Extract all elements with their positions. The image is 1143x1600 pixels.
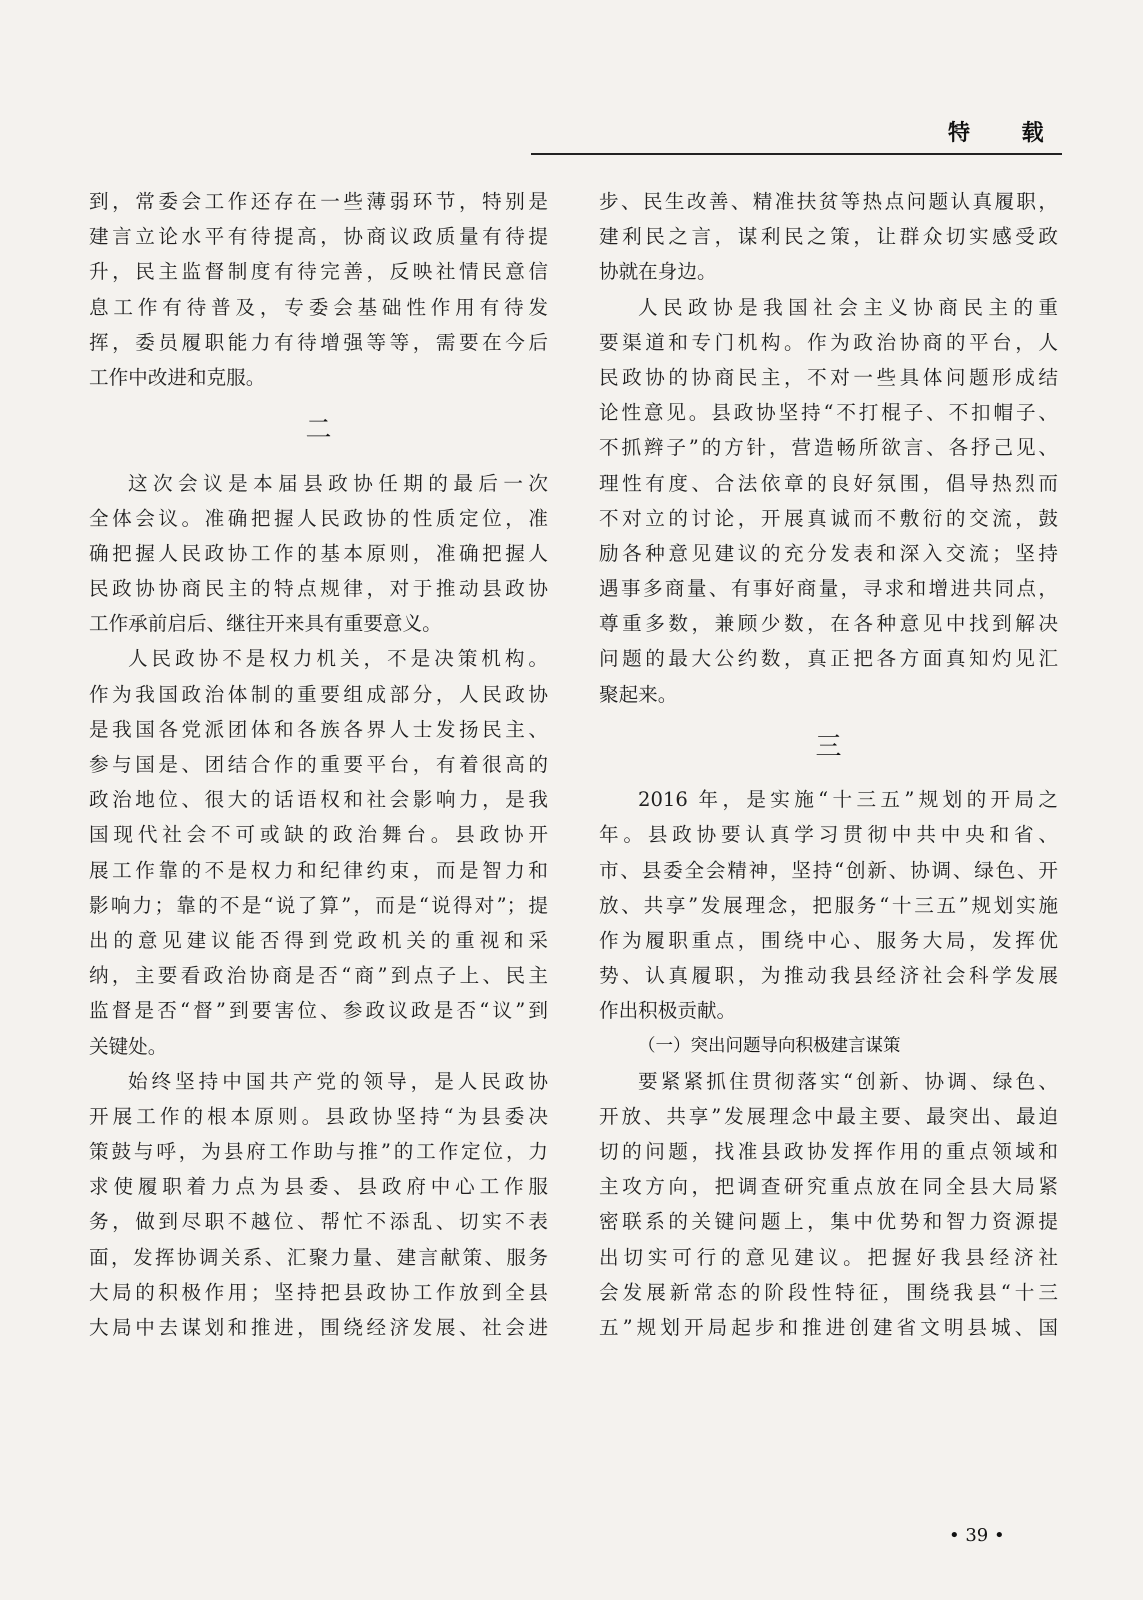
text-line: 切的问题，找准县政协发挥作用的重点领域和 bbox=[599, 1140, 1058, 1164]
text-line: 要紧紧抓住贯彻落实“创新、协调、绿色、 bbox=[638, 1069, 1058, 1093]
text-line: 作出积极贡献。 bbox=[599, 999, 737, 1023]
left-column bbox=[89, 184, 548, 1345]
text-line: 理性有度、合法依章的良好氛围，倡导热烈而 bbox=[599, 471, 1058, 495]
text-line: 五”规划开局起步和推进创建省文明县城、国 bbox=[599, 1316, 1058, 1340]
text-line: 民政协的协商民主，不对一些具体问题形成结 bbox=[599, 365, 1058, 389]
text-line: 这次会议是本届县政协任期的最后一次 bbox=[128, 471, 548, 495]
text-line: 开展工作的根本原则。县政协坚持“为县委决 bbox=[89, 1104, 548, 1128]
text-line: 作为履职重点，围绕中心、服务大局，发挥优 bbox=[599, 928, 1058, 952]
text-line: 民政协协商民主的特点规律，对于推动县政协 bbox=[89, 577, 548, 601]
text-line: 市、县委全会精神，坚持“创新、协调、绿色、开 bbox=[599, 858, 1058, 882]
section-heading: 三 bbox=[815, 731, 842, 762]
text-line: 息工作有待普及，专委会基础性作用有待发 bbox=[89, 295, 548, 319]
subsection-heading: （一）突出问题导向积极建言谋策 bbox=[638, 1035, 901, 1056]
text-line: 密联系的关键问题上，集中优势和智力资源提 bbox=[599, 1210, 1058, 1234]
text-line: 务，做到尽职不越位、帮忙不添乱、切实不表 bbox=[89, 1210, 548, 1234]
text-line: 策鼓与呼，为县府工作助与推”的工作定位，力 bbox=[89, 1140, 548, 1164]
text-line: 面，发挥协调关系、汇聚力量、建言献策、服务 bbox=[89, 1245, 548, 1269]
text-line: 协就在身边。 bbox=[599, 260, 717, 284]
text-line: 不抓辫子”的方针，营造畅所欲言、各抒己见、 bbox=[599, 436, 1058, 460]
text-line: 参与国是、团结合作的重要平台，有着很高的 bbox=[89, 753, 548, 777]
text-line: 升，民主监督制度有待完善，反映社情民意信 bbox=[89, 260, 548, 284]
text-line: 势、认真履职，为推动我县经济社会科学发展 bbox=[599, 964, 1058, 988]
text-line: 不对立的讨论，开展真诚而不敷衍的交流，鼓 bbox=[599, 506, 1058, 530]
text-line: 工作承前启后、继往开来具有重要意义。 bbox=[89, 612, 442, 636]
text-line: 大局中去谋划和推进，围绕经济发展、社会进 bbox=[89, 1316, 548, 1340]
text-line: 遇事多商量、有事好商量，寻求和增进共同点， bbox=[599, 577, 1058, 601]
text-line: 影响力；靠的不是“说了算”，而是“说得对”；提 bbox=[89, 893, 548, 917]
text-line: 年。县政协要认真学习贯彻中共中央和省、 bbox=[599, 823, 1058, 847]
text-line: 2016 年，是实施“十三五”规划的开局之 bbox=[638, 788, 1058, 812]
text-line: 是我国各党派团体和各族各界人士发扬民主、 bbox=[89, 717, 548, 741]
text-line: 问题的最大公约数，真正把各方面真知灼见汇 bbox=[599, 647, 1058, 671]
header-rule bbox=[531, 153, 1062, 155]
page-number: • 39 • bbox=[949, 1525, 1005, 1546]
text-line: 工作中改进和克服。 bbox=[89, 365, 266, 389]
text-line: 尊重多数，兼顾少数，在各种意见中找到解决 bbox=[599, 612, 1058, 636]
text-line: 论性意见。县政协坚持“不打棍子、不扣帽子、 bbox=[599, 401, 1058, 425]
text-line: 纳，主要看政治协商是否“商”到点子上、民主 bbox=[89, 964, 548, 988]
text-line: 步、民生改善、精准扶贫等热点问题认真履职， bbox=[599, 190, 1058, 213]
text-line: 放、共享”发展理念，把服务“十三五”规划实施 bbox=[599, 893, 1058, 917]
text-line: 关键处。 bbox=[89, 1034, 168, 1058]
text-line: 人民政协不是权力机关，不是决策机构。 bbox=[128, 647, 548, 671]
text-line: 国现代社会不可或缺的政治舞台。县政协开 bbox=[89, 823, 548, 847]
text-line: 大局的积极作用；坚持把县政协工作放到全县 bbox=[89, 1280, 548, 1304]
right-column bbox=[599, 184, 1058, 1345]
text-line: 出的意见建议能否得到党政机关的重视和采 bbox=[89, 928, 548, 952]
text-line: 作为我国政治体制的重要组成部分，人民政协 bbox=[89, 682, 548, 706]
text-line: 励各种意见建议的充分发表和深入交流；坚持 bbox=[599, 541, 1058, 565]
text-line: 确把握人民政协工作的基本原则，准确把握人 bbox=[89, 541, 548, 565]
text-line: 挥，委员履职能力有待增强等等，需要在今后 bbox=[89, 330, 548, 354]
text-line: 政治地位、很大的话语权和社会影响力，是我 bbox=[89, 788, 548, 812]
section-heading: 二 bbox=[305, 415, 332, 446]
text-line: 主攻方向，把调查研究重点放在同全县大局紧 bbox=[599, 1175, 1058, 1199]
text-line: 开放、共享”发展理念中最主要、最突出、最迫 bbox=[599, 1104, 1058, 1128]
text-line: 展工作靠的不是权力和纪律约束，而是智力和 bbox=[89, 858, 548, 882]
text-line: 监督是否“督”到要害位、参政议政是否“议”到 bbox=[89, 999, 548, 1023]
text-line: 到，常委会工作还存在一些薄弱环节，特别是 bbox=[89, 190, 548, 213]
section-title: 特 载 bbox=[948, 121, 1066, 146]
text-line: 出切实可行的意见建议。把握好我县经济社 bbox=[599, 1245, 1058, 1269]
text-line: 始终坚持中国共产党的领导，是人民政协 bbox=[128, 1069, 548, 1093]
text-line: 求使履职着力点为县委、县政府中心工作服 bbox=[89, 1175, 548, 1199]
text-line: 人民政协是我国社会主义协商民主的重 bbox=[638, 295, 1058, 319]
text-line: 会发展新常态的阶段性特征，围绕我县“十三 bbox=[599, 1280, 1058, 1304]
text-line: 要渠道和专门机构。作为政治协商的平台，人 bbox=[599, 330, 1058, 354]
text-line: 聚起来。 bbox=[599, 682, 678, 706]
text-line: 建利民之言，谋利民之策，让群众切实感受政 bbox=[599, 225, 1058, 249]
text-line: 全体会议。准确把握人民政协的性质定位，准 bbox=[89, 506, 548, 530]
text-line: 建言立论水平有待提高，协商议政质量有待提 bbox=[89, 225, 548, 249]
